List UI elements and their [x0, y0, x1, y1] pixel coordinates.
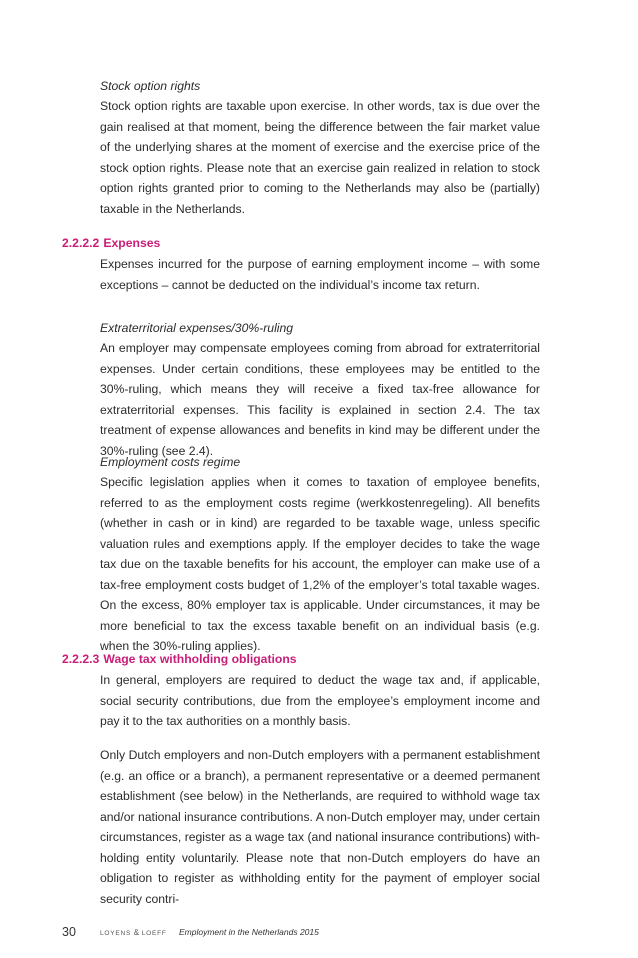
subheading-extraterritorial: Extraterritorial expenses/30%-ruling: [100, 321, 294, 335]
section-title: Wage tax withholding obligations: [103, 652, 297, 666]
paragraph-employment-costs: Specific legislation applies when it comes to taxation of employee benefits, referred to as the employment costs regime (werkkostenregeling). All benefits (whether in cash or in kind) are regarded to be taxable wage, unless specific valuation rules and exemptions apply. If the employer decides to take the wage tax due on the taxable benefits for his account, the employer can make use of a tax-free employment costs budget of 1,2% of the employer’s total taxable wages. On the excess, 80% employer tax is applicable. Under circumstances, it may be more beneficial to tax the excess taxable benefit on an individual basis (e.g. when the 30%-ruling applies).: [100, 475, 540, 653]
section-expenses: [100, 254, 540, 295]
brand-logo: [100, 928, 167, 937]
section-wage-tax: [100, 670, 540, 732]
section-extraterritorial: [100, 318, 540, 461]
section-number: 2.2.2.2: [62, 236, 100, 250]
section-heading-expenses: [62, 233, 160, 253]
section-stock-option-rights: [100, 76, 540, 219]
subheading-stock-option-rights: Stock option rights: [100, 79, 201, 93]
footer-title: Employment in the Netherlands 2015: [179, 927, 319, 937]
page-number: 30: [62, 925, 76, 939]
section-title: Expenses: [103, 236, 161, 250]
section-wage-tax-2: [100, 745, 540, 909]
section-number: 2.2.2.3: [62, 652, 100, 666]
brand-left: LOYENS: [100, 930, 132, 937]
brand-amp: &: [133, 928, 140, 937]
paragraph-wage-tax-employers: Only Dutch employers and non-Dutch employers with a permanent establishment (e.g. an office or a branch), a permanent representative or a deemed permanent establishment (see below) in the Netherlands, are required to withhold wage tax and/or national insurance contributions. A non-Dutch employer may, under certain circumstances, register as a wage tax (and national insurance contributions) with-holding entity voluntarily. Please note that non-Dutch employers do have an obligation to register as withholding entity for the payment of employer social security contri-: [100, 748, 540, 906]
brand-right: LOEFF: [141, 930, 167, 937]
subheading-employment-costs: Employment costs regime: [100, 455, 241, 469]
section-employment-costs: [100, 452, 540, 657]
paragraph-wage-tax-general: In general, employers are required to deduct the wage tax and, if applicable, social security contributions, due from the employee’s employment income and pay it to the tax authorities on a monthly basis.: [100, 673, 540, 728]
section-heading-wage-tax: [62, 649, 297, 669]
page-footer: [62, 925, 562, 941]
paragraph-stock-option-rights: Stock option rights are taxable upon exercise. In other words, tax is due over the gain realised at that moment, being the difference between the fair market value of the underlying shares at the moment of exercise and the exercise price of the stock option rights. Please note that an exercise gain realized in relation to stock option rights granted prior to coming to the Netherlands may also be (partially) taxable in the Netherlands.: [100, 99, 540, 216]
paragraph-expenses: Expenses incurred for the purpose of earning employment income – with some exceptions – cannot be deducted on the individual’s income tax return.: [100, 257, 540, 292]
paragraph-extraterritorial: An employer may compensate employees coming from abroad for extraterritorial expenses. Under certain conditions, these employees may be entitled to the 30%-ruling, which means they will receive a fixed tax-free allowance for extraterritorial expenses. This facility is explained in section 2.4. The tax treatment of expense allowances and benefits in kind may be different under the 30%-ruling (see 2.4).: [100, 341, 540, 458]
